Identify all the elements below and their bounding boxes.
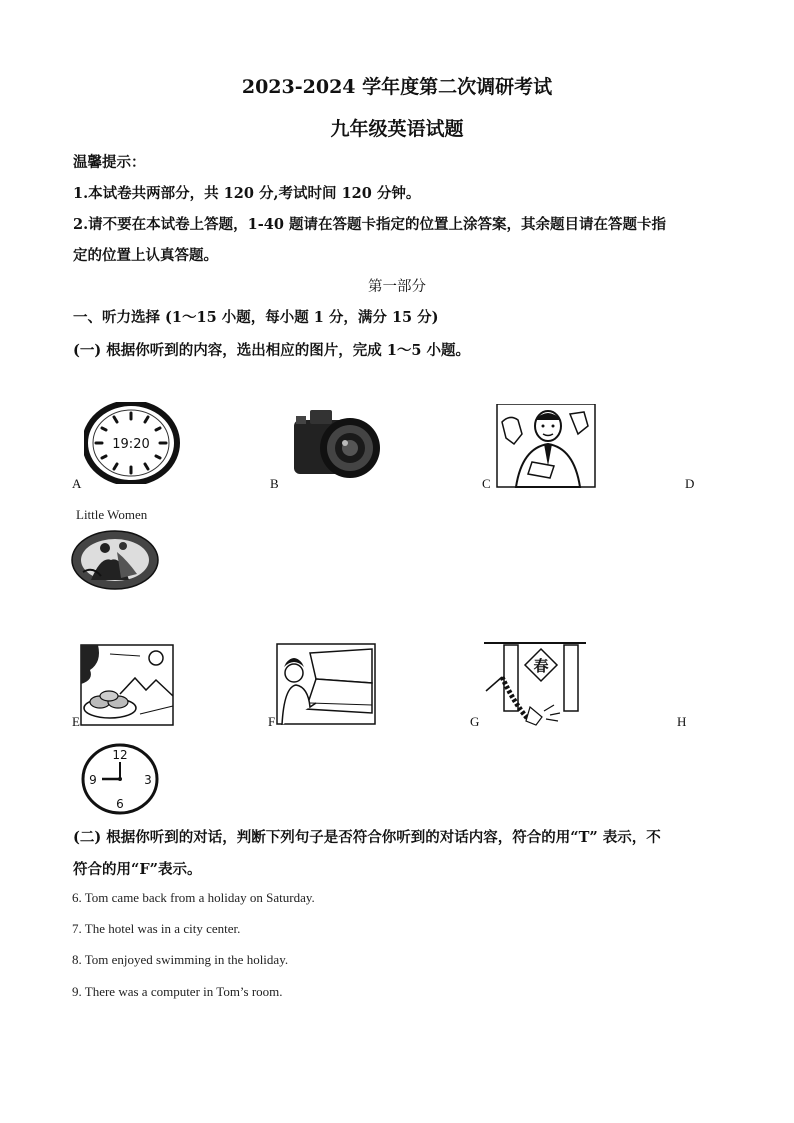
picture-g-spring-couplets: [484, 641, 586, 727]
tips-line-3: 定的位置上认真答题。: [73, 247, 218, 264]
option-letter-c: C: [482, 476, 491, 491]
picture-d-book-illustration: [71, 530, 159, 590]
exam-title: 2023-2024 学年度第二次调研考试: [241, 76, 553, 98]
book-caption: Little Women: [76, 507, 148, 522]
section-one-title: 一、听力选择 (1～15 小题，每小题 1 分，满分 15 分): [73, 309, 439, 326]
option-letter-h: H: [677, 714, 687, 729]
picture-c-presenter: [496, 404, 596, 488]
option-letter-d: D: [685, 476, 695, 491]
option-letter-e: E: [72, 714, 80, 729]
option-letter-g: G: [470, 714, 480, 729]
option-letter-a: A: [72, 476, 82, 491]
statement-8: 8. Tom enjoyed swimming in the holiday.: [72, 952, 289, 967]
statement-9: 9. There was a computer in Tom’s room.: [72, 984, 283, 999]
exam-subtitle: 九年级英语试题: [330, 118, 464, 140]
statement-7: 7. The hotel was in a city center.: [72, 921, 241, 936]
clock-h-number-12: 12: [112, 748, 128, 762]
clock-h-number-3: 3: [144, 773, 152, 787]
picture-b-camera: [292, 404, 384, 478]
subsection-one-title: (一) 根据你听到的内容，选出相应的图片，完成 1～5 小题。: [73, 342, 471, 359]
clock-a-time-text: 19:20: [112, 437, 150, 452]
subsection-two-line-2: 符合的用“F”表示。: [73, 861, 202, 878]
option-letter-b: B: [270, 476, 279, 491]
tips-line-2: 2.请不要在本试卷上答题，1-40 题请在答题卡指定的位置上涂答案，其余题目请在答题卡指: [73, 216, 666, 233]
picture-e-mooncakes: [80, 644, 174, 726]
picture-a-clock: [84, 402, 180, 484]
statement-6: 6. Tom came back from a holiday on Saturday.: [72, 890, 315, 905]
clock-h-number-6: 6: [116, 797, 124, 811]
tips-heading: 温馨提示：: [73, 154, 146, 171]
picture-h-clock: [80, 742, 160, 816]
subsection-two-line-1: (二) 根据你听到的对话，判断下列句子是否符合你听到的对话内容，符合的用“T” 表示，不: [73, 829, 661, 846]
clock-h-number-9: 9: [89, 773, 97, 787]
part-one-label: 第一部分: [368, 279, 426, 295]
picture-f-piano: [276, 643, 376, 725]
tips-line-1: 1.本试卷共两部分，共 120 分,考试时间 120 分钟。: [73, 185, 421, 202]
option-letter-f: F: [268, 714, 276, 729]
couplet-center-character: 春: [533, 657, 549, 675]
